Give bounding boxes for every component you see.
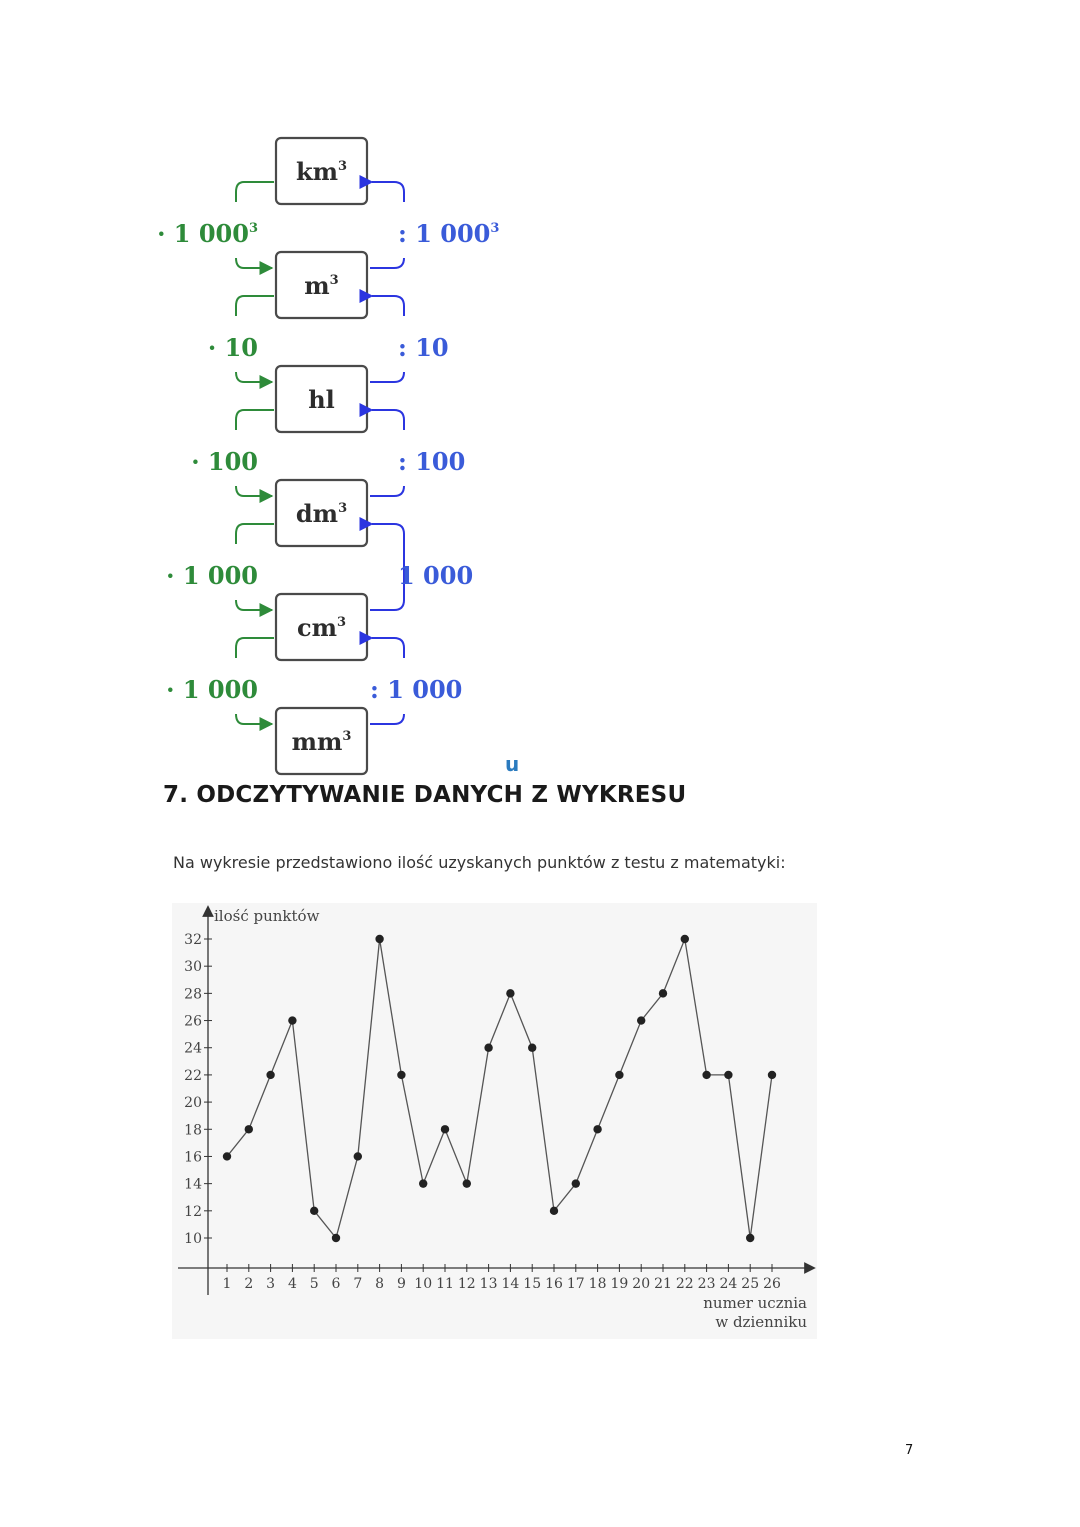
multiply-factor-label: · 10 [207,333,258,362]
unit-conversion-diagram [0,0,560,780]
y-axis-label: ilość punktów [214,907,320,925]
x-tick-label: 24 [719,1276,738,1292]
multiply-factor-label: · 1 000 [166,561,258,590]
x-tick-label: 15 [523,1276,542,1292]
data-point [572,1179,580,1187]
data-point [397,1071,405,1079]
data-point [659,989,667,997]
multiply-factor-label: · 1 000 [166,675,258,704]
multiply-arrow [236,486,272,496]
divide-arrow [372,182,404,202]
x-tick-label: 8 [375,1276,385,1292]
x-tick-label: 26 [763,1276,781,1292]
x-axis-label: numer ucznia [703,1294,807,1312]
x-tick-label: 2 [244,1276,254,1292]
unit-label-mm: $mm^3$ [291,727,352,756]
y-tick-label: 32 [184,932,202,948]
intro-text: Na wykresie przedstawiono ilość uzyskanych punktów z testu z matematyki: [173,853,786,872]
data-point [637,1016,645,1024]
y-tick-label: 30 [184,959,202,976]
y-tick-label: 20 [184,1095,202,1112]
multiply-connector-top [236,410,274,430]
data-point [375,935,383,943]
x-tick-label: 7 [353,1276,363,1292]
x-tick-label: 23 [697,1276,716,1292]
multiply-arrow [236,258,272,268]
divide-factor-label: : 10 [398,333,449,362]
data-point [506,989,514,997]
divide-arrow [372,638,404,658]
y-tick-label: 24 [184,1040,202,1057]
data-point [419,1179,427,1187]
multiply-factor-label: · 1 $000^3$ [157,219,258,248]
x-tick-label: 1 [222,1276,232,1292]
x-tick-label: 11 [436,1276,454,1292]
divide-connector-bottom [370,714,404,724]
data-point [441,1125,449,1133]
x-tick-label: 12 [457,1276,476,1292]
x-axis-label: w dzienniku [715,1313,807,1331]
y-tick-label: 28 [184,986,202,1003]
x-tick-label: 14 [501,1276,520,1292]
y-tick-label: 14 [184,1176,202,1193]
multiply-connector-top [236,296,274,316]
stray-character: u [505,752,520,776]
data-point [615,1071,623,1079]
x-tick-label: 3 [266,1276,276,1292]
x-tick-label: 22 [675,1276,694,1292]
unit-label-m: $m^3$ [304,271,339,300]
data-point [245,1125,253,1133]
multiply-factor-label: · 100 [191,447,258,476]
data-point [266,1071,274,1079]
multiply-arrow [236,372,272,382]
data-point [681,935,689,943]
divide-factor-label: 1 000 [398,561,474,590]
unit-label-hl: hl [308,385,335,414]
data-point [768,1071,776,1079]
data-point [593,1125,601,1133]
x-tick-label: 4 [287,1276,297,1292]
y-tick-label: 16 [184,1149,202,1166]
data-point [528,1044,536,1052]
chart-background [172,903,817,1339]
divide-factor-label: : 100 [398,447,466,476]
section-title: 7. ODCZYTYWANIE DANYCH Z WYKRESU [163,782,687,808]
x-tick-label: 21 [654,1276,672,1292]
unit-label-cm: $cm^3$ [296,613,347,642]
divide-connector-bottom [370,372,404,382]
x-tick-label: 19 [610,1276,629,1292]
data-point [484,1044,492,1052]
unit-label-dm: $dm^3$ [295,499,348,528]
divide-arrow [372,410,404,430]
x-tick-label: 9 [396,1276,406,1292]
x-tick-label: 17 [566,1276,585,1292]
data-point [354,1152,362,1160]
data-point [550,1207,558,1215]
unit-label-km: $km^3$ [295,157,348,186]
x-tick-label: 5 [309,1276,319,1292]
x-tick-label: 25 [741,1276,760,1292]
data-point [724,1071,732,1079]
multiply-connector-top [236,638,274,658]
data-point [463,1179,471,1187]
divide-connector-bottom [370,258,404,268]
data-point [288,1016,296,1024]
multiply-arrow [236,714,272,724]
divide-connector-bottom [370,600,404,610]
data-point [310,1207,318,1215]
x-tick-label: 20 [632,1276,651,1292]
data-point [332,1234,340,1242]
divide-factor-label: : 1 $000^3$ [398,219,500,248]
y-tick-label: 12 [184,1203,202,1220]
divide-factor-label: : 1 000 [370,675,463,704]
x-tick-label: 6 [331,1276,341,1292]
y-tick-label: 26 [184,1013,202,1030]
multiply-arrow [236,600,272,610]
multiply-connector-top [236,524,274,544]
points-line-chart [172,903,817,1339]
x-tick-label: 16 [545,1276,563,1292]
divide-connector-bottom [370,486,404,496]
x-tick-label: 18 [588,1276,607,1292]
y-tick-label: 18 [184,1122,202,1139]
page-number: 7 [905,1443,914,1458]
divide-arrow [372,296,404,316]
data-point [702,1071,710,1079]
data-point [223,1152,231,1160]
y-tick-label: 10 [184,1231,202,1247]
x-tick-label: 10 [414,1276,433,1292]
x-tick-label: 13 [479,1276,498,1292]
multiply-connector-top [236,182,274,202]
y-tick-label: 22 [184,1067,202,1084]
data-point [746,1234,754,1242]
